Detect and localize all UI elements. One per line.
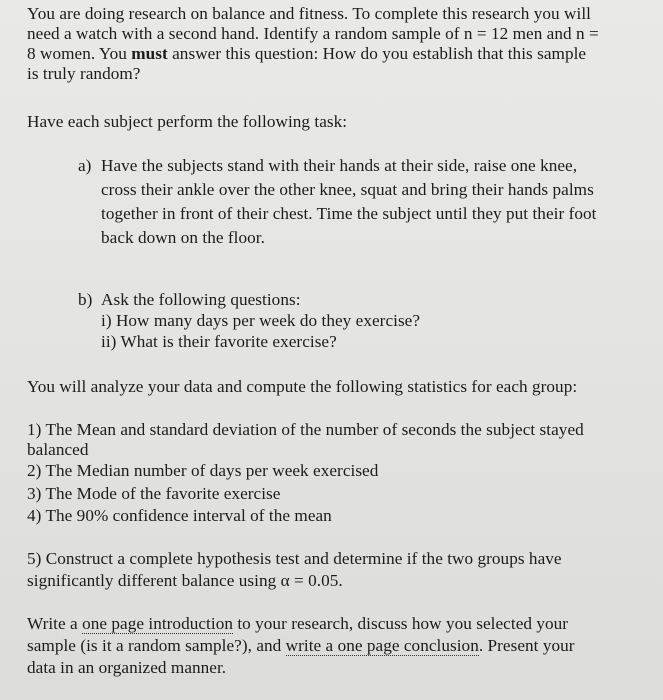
task-a-line-2: cross their ankle over the other knee, squat and bring their hands palms: [101, 180, 594, 199]
intro-line-1: You are doing research on balance and fitness. To complete this research you will: [27, 4, 591, 23]
closing-line-1-post: to your research, discuss how you selected your: [232, 614, 569, 633]
stat-3: 3) The Mode of the favorite exercise: [27, 484, 281, 503]
closing-line-3: data in an organized manner.: [27, 658, 227, 677]
closing-line-2: [27, 636, 575, 656]
task-a-line-1: Have the subjects stand with their hands at their side, raise one knee,: [101, 156, 578, 175]
one-page-conclusion-phrase: write a one page conclusion: [285, 636, 479, 655]
task-a-label: a): [78, 156, 92, 175]
intro-line-3-post: answer this question: How do you establish that this sample: [167, 44, 587, 63]
analyze-heading: You will analyze your data and compute the following statistics for each group:: [27, 377, 578, 396]
task-b-line-1: Ask the following questions:: [101, 290, 301, 309]
intro-line-3: [27, 44, 586, 64]
stat-1-line-1: 1) The Mean and standard deviation of the number of seconds the subject stayed: [27, 420, 584, 439]
stat-2: 2) The Median number of days per week exercised: [27, 461, 379, 480]
stat-1-line-2: balanced: [27, 440, 89, 459]
stat-5-line-2: significantly different balance using α = 0.05.: [27, 571, 343, 590]
stat-4: 4) The 90% confidence interval of the mean: [27, 506, 332, 525]
task-b-question-2: ii) What is their favorite exercise?: [101, 332, 337, 351]
intro-line-4: is truly random?: [27, 64, 141, 83]
intro-line-3-pre: 8 women. You: [27, 44, 132, 63]
closing-line-1-pre: Write a: [27, 614, 83, 633]
closing-line-1: [27, 614, 568, 634]
task-b-label: b): [78, 290, 93, 309]
task-heading: Have each subject perform the following task:: [27, 112, 348, 131]
task-a-line-4: back down on the floor.: [101, 228, 265, 247]
one-page-introduction-phrase: one page introduction: [82, 614, 233, 633]
closing-line-2-pre: sample (is it a random sample?), and: [27, 636, 286, 655]
task-b-question-1: i) How many days per week do they exercise?: [101, 311, 421, 330]
intro-must-emphasis: must: [131, 44, 168, 63]
task-a-line-3: together in front of their chest. Time the subject until they put their foot: [101, 204, 597, 223]
stat-5-line-1: 5) Construct a complete hypothesis test and determine if the two groups have: [27, 549, 562, 568]
closing-line-2-post: . Present your: [478, 636, 575, 655]
intro-line-2: need a watch with a second hand. Identify a random sample of n = 12 men and n =: [27, 24, 599, 43]
